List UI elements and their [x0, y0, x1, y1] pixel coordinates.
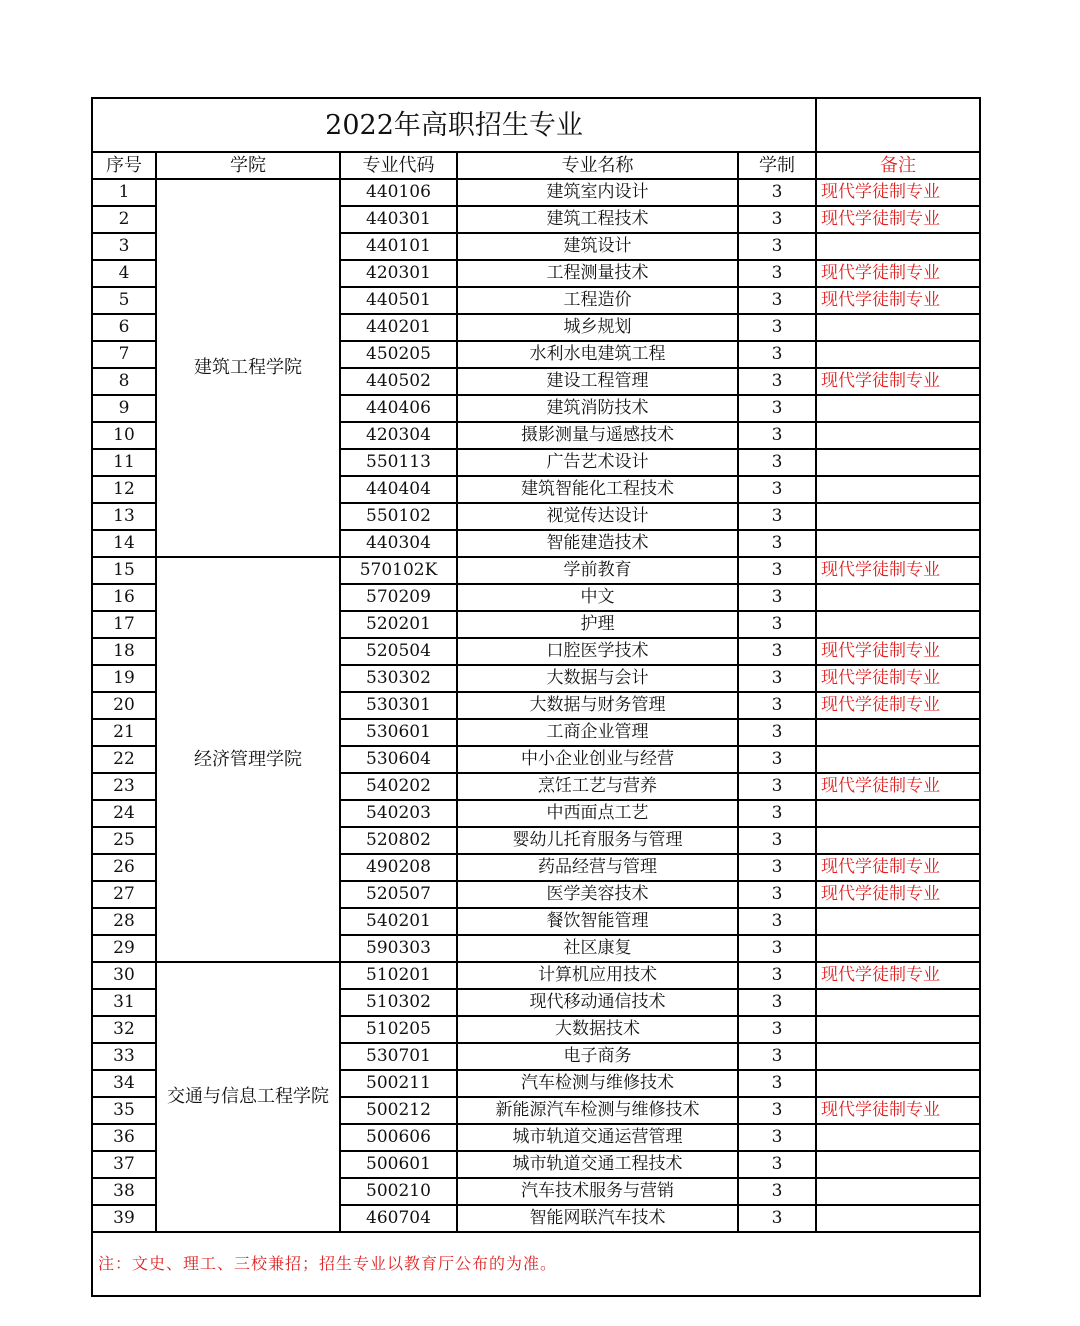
duration-cell: 3	[738, 989, 816, 1016]
seq-cell: 7	[92, 341, 156, 368]
header-remark: 备注	[816, 152, 980, 179]
remark-cell	[816, 395, 980, 422]
seq-cell: 37	[92, 1151, 156, 1178]
major-name-cell: 城市轨道交通工程技术	[457, 1151, 738, 1178]
major-name-cell: 智能建造技术	[457, 530, 738, 557]
header-college: 学院	[156, 152, 340, 179]
major-name-cell: 中小企业创业与经营	[457, 746, 738, 773]
seq-cell: 14	[92, 530, 156, 557]
code-cell: 440406	[340, 395, 457, 422]
note-row	[92, 1232, 980, 1296]
seq-cell: 2	[92, 206, 156, 233]
code-cell: 570209	[340, 584, 457, 611]
remark-cell	[816, 1124, 980, 1151]
major-name-cell: 烹饪工艺与营养	[457, 773, 738, 800]
seq-cell: 30	[92, 962, 156, 989]
code-cell: 570102K	[340, 557, 457, 584]
duration-cell: 3	[738, 638, 816, 665]
duration-cell: 3	[738, 206, 816, 233]
major-name-cell: 工程造价	[457, 287, 738, 314]
seq-cell: 35	[92, 1097, 156, 1124]
major-name-cell: 城市轨道交通运营管理	[457, 1124, 738, 1151]
major-name-cell: 口腔医学技术	[457, 638, 738, 665]
duration-cell: 3	[738, 314, 816, 341]
seq-cell: 16	[92, 584, 156, 611]
code-cell: 590303	[340, 935, 457, 962]
table-row	[92, 557, 980, 584]
table-title: 2022年高职招生专业	[325, 109, 583, 141]
seq-cell: 11	[92, 449, 156, 476]
code-cell: 500606	[340, 1124, 457, 1151]
remark-cell	[816, 341, 980, 368]
code-cell: 550102	[340, 503, 457, 530]
duration-cell: 3	[738, 935, 816, 962]
duration-cell: 3	[738, 962, 816, 989]
major-name-cell: 汽车检测与维修技术	[457, 1070, 738, 1097]
major-name-cell: 建筑消防技术	[457, 395, 738, 422]
table-title-cell	[92, 98, 816, 152]
duration-cell: 3	[738, 530, 816, 557]
remark-cell	[816, 800, 980, 827]
seq-cell: 10	[92, 422, 156, 449]
college-cell: 建筑工程学院	[156, 179, 340, 557]
remark-cell	[816, 1016, 980, 1043]
duration-cell: 3	[738, 179, 816, 206]
seq-cell: 8	[92, 368, 156, 395]
seq-cell: 39	[92, 1205, 156, 1232]
major-name-cell: 护理	[457, 611, 738, 638]
duration-cell: 3	[738, 1070, 816, 1097]
duration-cell: 3	[738, 827, 816, 854]
major-name-cell: 摄影测量与遥感技术	[457, 422, 738, 449]
code-cell: 420304	[340, 422, 457, 449]
major-name-cell: 城乡规划	[457, 314, 738, 341]
duration-cell: 3	[738, 800, 816, 827]
code-cell: 550113	[340, 449, 457, 476]
duration-cell: 3	[738, 1151, 816, 1178]
seq-cell: 22	[92, 746, 156, 773]
major-name-cell: 餐饮智能管理	[457, 908, 738, 935]
remark-cell	[816, 989, 980, 1016]
duration-cell: 3	[738, 692, 816, 719]
seq-cell: 18	[92, 638, 156, 665]
remark-cell: 现代学徒制专业	[816, 287, 980, 314]
seq-cell: 31	[92, 989, 156, 1016]
major-name-cell: 智能网联汽车技术	[457, 1205, 738, 1232]
code-cell: 530604	[340, 746, 457, 773]
remark-cell	[816, 530, 980, 557]
seq-cell: 12	[92, 476, 156, 503]
remark-cell	[816, 1178, 980, 1205]
remark-cell	[816, 449, 980, 476]
code-cell: 520201	[340, 611, 457, 638]
college-cell: 经济管理学院	[156, 557, 340, 962]
header-row	[92, 152, 980, 179]
duration-cell: 3	[738, 1178, 816, 1205]
header-code: 专业代码	[340, 152, 457, 179]
remark-cell: 现代学徒制专业	[816, 665, 980, 692]
remark-cell: 现代学徒制专业	[816, 638, 980, 665]
duration-cell: 3	[738, 422, 816, 449]
seq-cell: 9	[92, 395, 156, 422]
code-cell: 530302	[340, 665, 457, 692]
code-cell: 490208	[340, 854, 457, 881]
code-cell: 530701	[340, 1043, 457, 1070]
major-name-cell: 建设工程管理	[457, 368, 738, 395]
seq-cell: 3	[92, 233, 156, 260]
duration-cell: 3	[738, 584, 816, 611]
remark-cell	[816, 476, 980, 503]
remark-cell	[816, 233, 980, 260]
header-duration: 学制	[738, 152, 816, 179]
title-blank-cell	[816, 98, 980, 152]
major-name-cell: 学前教育	[457, 557, 738, 584]
code-cell: 440301	[340, 206, 457, 233]
remark-cell	[816, 935, 980, 962]
remark-cell: 现代学徒制专业	[816, 854, 980, 881]
remark-cell	[816, 1070, 980, 1097]
major-name-cell: 现代移动通信技术	[457, 989, 738, 1016]
major-name-cell: 中文	[457, 584, 738, 611]
table-row	[92, 179, 980, 206]
major-name-cell: 大数据技术	[457, 1016, 738, 1043]
major-name-cell: 工程测量技术	[457, 260, 738, 287]
code-cell: 530601	[340, 719, 457, 746]
remark-cell: 现代学徒制专业	[816, 692, 980, 719]
seq-cell: 32	[92, 1016, 156, 1043]
code-cell: 540203	[340, 800, 457, 827]
code-cell: 460704	[340, 1205, 457, 1232]
duration-cell: 3	[738, 719, 816, 746]
major-name-cell: 工商企业管理	[457, 719, 738, 746]
code-cell: 420301	[340, 260, 457, 287]
code-cell: 530301	[340, 692, 457, 719]
seq-cell: 34	[92, 1070, 156, 1097]
remark-cell	[816, 422, 980, 449]
major-name-cell: 医学美容技术	[457, 881, 738, 908]
seq-cell: 20	[92, 692, 156, 719]
duration-cell: 3	[738, 1016, 816, 1043]
duration-cell: 3	[738, 503, 816, 530]
remark-cell	[816, 584, 980, 611]
remark-cell	[816, 908, 980, 935]
duration-cell: 3	[738, 557, 816, 584]
duration-cell: 3	[738, 287, 816, 314]
duration-cell: 3	[738, 854, 816, 881]
code-cell: 520504	[340, 638, 457, 665]
seq-cell: 13	[92, 503, 156, 530]
major-name-cell: 药品经营与管理	[457, 854, 738, 881]
major-name-cell: 新能源汽车检测与维修技术	[457, 1097, 738, 1124]
remark-cell	[816, 503, 980, 530]
code-cell: 440201	[340, 314, 457, 341]
seq-cell: 26	[92, 854, 156, 881]
major-name-cell: 大数据与财务管理	[457, 692, 738, 719]
seq-cell: 29	[92, 935, 156, 962]
major-name-cell: 视觉传达设计	[457, 503, 738, 530]
duration-cell: 3	[738, 368, 816, 395]
code-cell: 440101	[340, 233, 457, 260]
code-cell: 440501	[340, 287, 457, 314]
remark-cell: 现代学徒制专业	[816, 881, 980, 908]
seq-cell: 25	[92, 827, 156, 854]
major-name-cell: 广告艺术设计	[457, 449, 738, 476]
code-cell: 520507	[340, 881, 457, 908]
duration-cell: 3	[738, 476, 816, 503]
remark-cell: 现代学徒制专业	[816, 557, 980, 584]
duration-cell: 3	[738, 611, 816, 638]
major-name-cell: 大数据与会计	[457, 665, 738, 692]
major-name-cell: 水利水电建筑工程	[457, 341, 738, 368]
duration-cell: 3	[738, 260, 816, 287]
code-cell: 500212	[340, 1097, 457, 1124]
remark-cell	[816, 1151, 980, 1178]
seq-cell: 28	[92, 908, 156, 935]
seq-cell: 15	[92, 557, 156, 584]
remark-cell	[816, 1205, 980, 1232]
remark-cell: 现代学徒制专业	[816, 368, 980, 395]
duration-cell: 3	[738, 665, 816, 692]
remark-cell	[816, 746, 980, 773]
footnote: 注：文史、理工、三校兼招；招生专业以教育厅公布的为准。	[92, 1232, 980, 1296]
code-cell: 510201	[340, 962, 457, 989]
code-cell: 500210	[340, 1178, 457, 1205]
seq-cell: 23	[92, 773, 156, 800]
code-cell: 510302	[340, 989, 457, 1016]
duration-cell: 3	[738, 1043, 816, 1070]
seq-cell: 6	[92, 314, 156, 341]
code-cell: 440502	[340, 368, 457, 395]
seq-cell: 19	[92, 665, 156, 692]
seq-cell: 1	[92, 179, 156, 206]
seq-cell: 38	[92, 1178, 156, 1205]
remark-cell	[816, 611, 980, 638]
header-seq: 序号	[92, 152, 156, 179]
duration-cell: 3	[738, 1097, 816, 1124]
seq-cell: 21	[92, 719, 156, 746]
major-name-cell: 汽车技术服务与营销	[457, 1178, 738, 1205]
seq-cell: 36	[92, 1124, 156, 1151]
duration-cell: 3	[738, 233, 816, 260]
remark-cell: 现代学徒制专业	[816, 206, 980, 233]
major-name-cell: 计算机应用技术	[457, 962, 738, 989]
remark-cell	[816, 719, 980, 746]
enrollment-table	[91, 97, 981, 1297]
major-name-cell: 建筑设计	[457, 233, 738, 260]
seq-cell: 4	[92, 260, 156, 287]
remark-cell	[816, 1043, 980, 1070]
major-name-cell: 建筑工程技术	[457, 206, 738, 233]
code-cell: 440404	[340, 476, 457, 503]
major-name-cell: 建筑智能化工程技术	[457, 476, 738, 503]
code-cell: 440106	[340, 179, 457, 206]
college-cell: 交通与信息工程学院	[156, 962, 340, 1232]
code-cell: 510205	[340, 1016, 457, 1043]
duration-cell: 3	[738, 746, 816, 773]
duration-cell: 3	[738, 341, 816, 368]
code-cell: 500211	[340, 1070, 457, 1097]
duration-cell: 3	[738, 773, 816, 800]
code-cell: 440304	[340, 530, 457, 557]
duration-cell: 3	[738, 1205, 816, 1232]
header-name: 专业名称	[457, 152, 738, 179]
remark-cell: 现代学徒制专业	[816, 260, 980, 287]
code-cell: 450205	[340, 341, 457, 368]
duration-cell: 3	[738, 1124, 816, 1151]
major-name-cell: 中西面点工艺	[457, 800, 738, 827]
seq-cell: 27	[92, 881, 156, 908]
remark-cell	[816, 314, 980, 341]
table-row	[92, 962, 980, 989]
major-name-cell: 婴幼儿托育服务与管理	[457, 827, 738, 854]
title-row	[92, 98, 980, 152]
major-name-cell: 电子商务	[457, 1043, 738, 1070]
remark-cell	[816, 827, 980, 854]
seq-cell: 17	[92, 611, 156, 638]
duration-cell: 3	[738, 908, 816, 935]
duration-cell: 3	[738, 449, 816, 476]
major-name-cell: 社区康复	[457, 935, 738, 962]
remark-cell: 现代学徒制专业	[816, 773, 980, 800]
remark-cell: 现代学徒制专业	[816, 179, 980, 206]
duration-cell: 3	[738, 395, 816, 422]
remark-cell: 现代学徒制专业	[816, 1097, 980, 1124]
seq-cell: 5	[92, 287, 156, 314]
seq-cell: 33	[92, 1043, 156, 1070]
code-cell: 500601	[340, 1151, 457, 1178]
duration-cell: 3	[738, 881, 816, 908]
seq-cell: 24	[92, 800, 156, 827]
major-name-cell: 建筑室内设计	[457, 179, 738, 206]
code-cell: 520802	[340, 827, 457, 854]
code-cell: 540201	[340, 908, 457, 935]
remark-cell: 现代学徒制专业	[816, 962, 980, 989]
code-cell: 540202	[340, 773, 457, 800]
